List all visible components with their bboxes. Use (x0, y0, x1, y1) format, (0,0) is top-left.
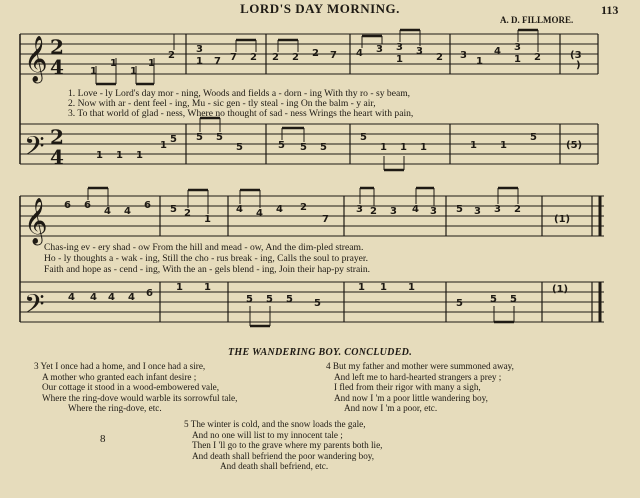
svg-text:3: 3 (494, 204, 501, 215)
svg-text:1: 1 (470, 140, 477, 151)
svg-text:5: 5 (236, 142, 243, 153)
svg-text:1: 1 (476, 56, 483, 67)
svg-text:5: 5 (360, 132, 367, 143)
lyrics-system2-verse1: Chas-ing ev - ery shad - ow From the hill and mead - ow, And the dim-pled stream. (44, 242, 364, 253)
svg-text:5: 5 (170, 134, 177, 145)
svg-text:1: 1 (130, 66, 137, 77)
hymn-title: LORD'S DAY MORNING. (240, 1, 400, 16)
svg-text:7: 7 (214, 56, 221, 67)
page-number: 113 (601, 3, 619, 17)
svg-text:1: 1 (176, 282, 183, 293)
svg-text:5: 5 (530, 132, 537, 143)
svg-text:1: 1 (136, 150, 143, 161)
svg-text:1: 1 (110, 58, 117, 69)
svg-text:1: 1 (500, 140, 507, 151)
svg-text:1: 1 (160, 140, 167, 151)
svg-text:3: 3 (376, 44, 383, 55)
svg-text:6: 6 (64, 200, 71, 211)
svg-text:3: 3 (390, 206, 397, 217)
svg-text:1: 1 (380, 282, 387, 293)
svg-text:2: 2 (436, 52, 443, 63)
svg-text:3: 3 (474, 206, 481, 217)
svg-text:6: 6 (84, 200, 91, 211)
staff-system1-bass (20, 124, 598, 164)
lyrics-system2-verse2: Ho - ly thoughts a - wak - ing, Still the cho - rus break - ing, Calls the soul to prayer. (44, 253, 368, 264)
svg-text:6: 6 (144, 200, 151, 211)
treble-clef-icon: 𝄞 (24, 36, 48, 82)
svg-text:4: 4 (236, 204, 243, 215)
svg-text:4: 4 (108, 292, 115, 303)
section-title: THE WANDERING BOY. CONCLUDED. (228, 347, 412, 358)
svg-text:4: 4 (124, 206, 131, 217)
svg-text:4: 4 (276, 204, 283, 215)
svg-text:2: 2 (312, 48, 319, 59)
svg-text:3: 3 (396, 42, 403, 53)
svg-text:4: 4 (256, 208, 263, 219)
verse-line: Where the ring-dove would warble its sorrowful tale, (42, 392, 238, 403)
svg-text:2: 2 (184, 208, 191, 219)
svg-text:5: 5 (216, 132, 223, 143)
verse-4 (326, 361, 514, 414)
svg-text:2: 2 (272, 52, 279, 63)
svg-text:4: 4 (412, 204, 419, 215)
svg-text:): ) (576, 60, 581, 71)
svg-text:7: 7 (322, 214, 329, 225)
svg-text:2: 2 (534, 52, 541, 63)
svg-text:6: 6 (146, 288, 153, 299)
svg-text:(1): (1) (552, 284, 569, 295)
svg-text:2: 2 (300, 202, 307, 213)
svg-text:4: 4 (356, 48, 363, 59)
lyrics-system1-verse2: 2. Now with ar - dent feel - ing, Mu - sic gen - tly steal - ing On the balm - y air, (68, 98, 376, 109)
verse-line: Where the ring-dove, etc. (68, 403, 162, 414)
verse-line: A mother who granted each infant desire ; (42, 371, 197, 382)
svg-text:5: 5 (456, 298, 463, 309)
svg-text:1: 1 (148, 58, 155, 69)
svg-text:1: 1 (196, 56, 203, 67)
svg-text:5: 5 (170, 204, 177, 215)
svg-text:(1): (1) (554, 214, 571, 225)
svg-text:1: 1 (90, 66, 97, 77)
lyrics-system2-verse3: Faith and hope as - cend - ing, With the an - gels blend - ing, Join their hap-py strain. (44, 264, 371, 275)
svg-text:3: 3 (356, 204, 363, 215)
svg-text:7: 7 (230, 52, 237, 63)
svg-text:2: 2 (250, 52, 257, 63)
treble-clef-icon: 𝄞 (24, 198, 48, 244)
verse-line: 3 Yet I once had a home, and I once had a sire, (34, 361, 206, 371)
verse-line: And left me to hard-hearted strangers a prey ; (334, 371, 502, 382)
time-signature-icon: 4 (50, 55, 64, 79)
svg-text:(5): (5) (566, 140, 583, 151)
verse-5 (184, 419, 382, 472)
composer-credit: A. D. FILLMORE. (500, 15, 574, 25)
svg-text:5: 5 (246, 294, 253, 305)
svg-text:1: 1 (116, 150, 123, 161)
signature-mark: 8 (100, 433, 106, 445)
bass-clef-icon: 𝄢 (24, 288, 45, 326)
svg-text:1: 1 (358, 282, 365, 293)
svg-text:7: 7 (330, 50, 337, 61)
svg-text:3: 3 (514, 42, 521, 53)
svg-text:5: 5 (490, 294, 497, 305)
svg-text:1: 1 (408, 282, 415, 293)
verse-3 (34, 361, 237, 414)
verse-line: 5 The winter is cold, and the snow loads the gale, (184, 419, 366, 429)
svg-text:1: 1 (396, 54, 403, 65)
svg-text:5: 5 (320, 142, 327, 153)
time-signature-icon: 4 (50, 145, 64, 169)
svg-text:3: 3 (460, 50, 467, 61)
verse-line: I fled from their rigor with many a sigh, (334, 382, 481, 393)
verse-line: And death shall befriend the poor wandering boy, (192, 450, 375, 461)
svg-text:2: 2 (292, 52, 299, 63)
svg-text:1: 1 (380, 142, 387, 153)
lyrics-system1-verse3: 3. To that world of glad - ness, Where no thought of sad - ness Wrings the heart with pain, (68, 108, 414, 119)
time-signature-icon: 2 (50, 125, 64, 149)
svg-text:4: 4 (104, 206, 111, 217)
svg-text:3: 3 (416, 46, 423, 57)
svg-text:1: 1 (514, 54, 521, 65)
svg-text:4: 4 (90, 292, 97, 303)
verse-line: Then I 'll go to the grave where my parents both lie, (192, 440, 383, 451)
svg-text:2: 2 (370, 206, 377, 217)
lyrics-system1-verse1: 1. Love - ly Lord's day mor - ning, Woods and fields a - dorn - ing With thy ro - sy beam, (68, 88, 411, 99)
svg-text:5: 5 (266, 294, 273, 305)
svg-text:1: 1 (420, 142, 427, 153)
staff-system1-treble (20, 34, 598, 74)
svg-text:2: 2 (168, 50, 175, 61)
svg-text:1: 1 (400, 142, 407, 153)
verse-line: And now I 'm a poor, etc. (344, 403, 438, 414)
verse-line: 4 But my father and mother were summoned away, (326, 361, 514, 371)
svg-text:5: 5 (196, 132, 203, 143)
svg-text:4: 4 (68, 292, 75, 303)
svg-text:5: 5 (278, 140, 285, 151)
svg-text:(3: (3 (570, 50, 582, 61)
svg-text:5: 5 (314, 298, 321, 309)
verse-line: And no one will list to my innocent tale ; (192, 429, 343, 440)
svg-text:5: 5 (510, 294, 517, 305)
svg-text:2: 2 (514, 204, 521, 215)
svg-text:1: 1 (204, 214, 211, 225)
svg-text:5: 5 (286, 294, 293, 305)
svg-text:5: 5 (456, 204, 463, 215)
svg-text:1: 1 (96, 150, 103, 161)
svg-text:3: 3 (430, 206, 437, 217)
verse-line: And now I 'm a poor little wandering boy, (334, 392, 488, 403)
verse-line: And death shall befriend, etc. (220, 461, 329, 472)
svg-text:1: 1 (204, 282, 211, 293)
svg-text:4: 4 (128, 292, 135, 303)
svg-text:4: 4 (494, 46, 501, 57)
svg-text:5: 5 (300, 142, 307, 153)
svg-text:3: 3 (196, 44, 203, 55)
verse-line: Our cottage it stood in a wood-embowered vale, (42, 382, 220, 393)
bass-clef-icon: 𝄢 (24, 130, 45, 168)
time-signature-icon: 2 (50, 35, 64, 59)
